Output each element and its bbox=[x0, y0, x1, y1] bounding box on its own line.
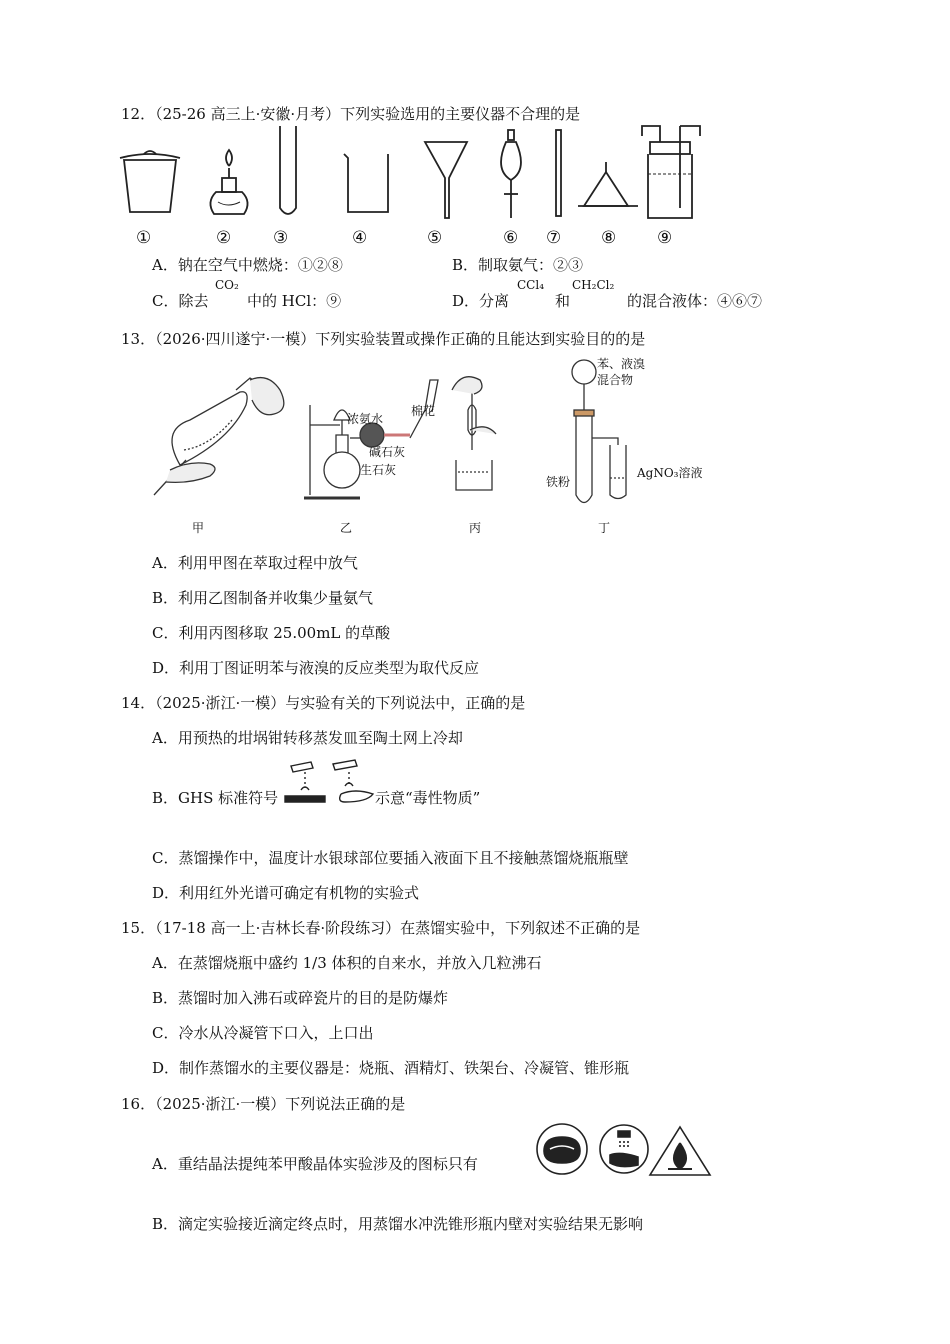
crucible-icon bbox=[120, 151, 180, 212]
q13-ding-label-c: 铁粉 bbox=[546, 475, 571, 489]
wash-hands-icon bbox=[600, 1125, 648, 1173]
q13-yi-label-b: 棉花 bbox=[411, 404, 436, 418]
separatory-funnel-icon bbox=[501, 130, 521, 218]
q13-fig-bing: 丙 bbox=[469, 521, 482, 535]
funnel-icon bbox=[425, 142, 467, 218]
q14-option-d: D．利用红外光谱可确定有机物的实验式 bbox=[152, 884, 420, 902]
q12-option-c-formula: CO₂ bbox=[215, 278, 239, 292]
q12-option-d-prefix: D．分离 bbox=[452, 292, 510, 310]
bing-pipette-icon bbox=[452, 377, 496, 490]
q12-label-3: ③ bbox=[273, 228, 289, 248]
q12-label-9: ⑨ bbox=[657, 228, 673, 248]
q15-stem: 15．（17-18 高一上·吉林长春·阶段练习）在蒸馏实验中，下列叙述不正确的是 bbox=[121, 919, 641, 937]
q13-fig-yi: 乙 bbox=[340, 521, 353, 535]
q12-label-8: ⑧ bbox=[601, 228, 617, 248]
q13-stem: 13．（2026·四川遂宁·一模）下列实验装置或操作正确的且能达到实验目的的是 bbox=[121, 330, 646, 348]
ghs-corrosive-icon bbox=[283, 758, 375, 806]
q13-yi-label-d: 生石灰 bbox=[360, 463, 397, 477]
q14-option-c: C．蒸馏操作中，温度计水银球部位要插入液面下且不接触蒸馏烧瓶瓶壁 bbox=[152, 849, 629, 867]
q12-label-6: ⑥ bbox=[503, 228, 519, 248]
q12-label-1: ① bbox=[136, 228, 152, 248]
jia-funnel-icon bbox=[154, 378, 284, 495]
q13-ding-label-b: 混合物 bbox=[597, 373, 634, 387]
q12-apparatus-figure bbox=[118, 122, 708, 222]
yi-apparatus-icon bbox=[304, 380, 438, 498]
q13-ding-label-d: AgNO₃溶液 bbox=[637, 466, 703, 480]
q16-safety-icons bbox=[534, 1123, 714, 1177]
beaker-icon bbox=[344, 154, 388, 212]
q13-fig-jia: 甲 bbox=[192, 521, 205, 535]
q14-option-a: A．用预热的坩埚钳转移蒸发皿至陶土网上冷却 bbox=[152, 729, 463, 747]
q13-option-b: B．利用乙图制备并收集少量氨气 bbox=[152, 589, 374, 607]
q12-option-c-suffix: 中的 HCl：⑨ bbox=[247, 292, 342, 310]
q12-label-7: ⑦ bbox=[546, 228, 562, 248]
q12-option-d-formula1: CCl₄ bbox=[517, 278, 545, 292]
q14-stem: 14．（2025·浙江·一模）与实验有关的下列说法中，正确的是 bbox=[121, 694, 526, 712]
q15-option-b: B．蒸馏时加入沸石或碎瓷片的目的是防爆炸 bbox=[152, 989, 449, 1007]
q13-yi-label-a: 浓氨水 bbox=[347, 412, 384, 426]
gas-washing-bottle-icon bbox=[642, 126, 700, 218]
q12-label-4: ④ bbox=[352, 228, 368, 248]
q12-option-b: B．制取氨气：②③ bbox=[452, 256, 584, 274]
q14-option-b-prefix: B．GHS 标准符号 bbox=[152, 789, 279, 807]
q15-option-d: D．制作蒸馏水的主要仪器是：烧瓶、酒精灯、铁架台、冷凝管、锥形瓶 bbox=[152, 1059, 630, 1077]
q12-option-d-suffix: 的混合液体：④⑥⑦ bbox=[627, 292, 763, 310]
q16-stem: 16．（2025·浙江·一模）下列说法正确的是 bbox=[121, 1095, 406, 1113]
q12-option-d-and: 和 bbox=[555, 292, 571, 310]
q16-option-b: B．滴定实验接近滴定终点时，用蒸馏水冲洗锥形瓶内壁对实验结果无影响 bbox=[152, 1215, 644, 1233]
q13-ding-label-a: 苯、液溴 bbox=[597, 357, 646, 371]
q15-option-a: A．在蒸馏烧瓶中盛约 1/3 体积的自来水，并放入几粒沸石 bbox=[152, 954, 542, 972]
q13-option-a: A．利用甲图在萃取过程中放气 bbox=[152, 554, 358, 572]
q13-yi-label-c: 碱石灰 bbox=[369, 445, 406, 459]
q14-option-b-suffix: 示意“毒性物质” bbox=[375, 789, 481, 807]
test-tube-icon bbox=[280, 126, 296, 214]
flammable-icon bbox=[650, 1127, 710, 1175]
q12-label-2: ② bbox=[216, 228, 232, 248]
q12-option-a: A．钠在空气中燃烧：①②⑧ bbox=[152, 256, 343, 274]
q13-option-c: C．利用丙图移取 25.00mL 的草酸 bbox=[152, 624, 391, 642]
hot-surface-icon bbox=[537, 1124, 587, 1174]
q16-option-a: A．重结晶法提纯苯甲酸晶体实验涉及的图标只有 bbox=[152, 1155, 478, 1173]
q12-option-d-formula2: CH₂Cl₂ bbox=[572, 278, 615, 292]
q13-fig-ding: 丁 bbox=[598, 521, 611, 535]
q15-option-c: C．冷水从冷凝管下口入，上口出 bbox=[152, 1024, 374, 1042]
q13-option-d: D．利用丁图证明苯与液溴的反应类型为取代反应 bbox=[152, 659, 480, 677]
q12-label-5: ⑤ bbox=[427, 228, 443, 248]
glass-rod-icon bbox=[556, 130, 561, 216]
q12-stem: 12．（25-26 高三上·安徽·月考）下列实验选用的主要仪器不合理的是 bbox=[121, 105, 581, 123]
q12-option-c-prefix: C．除去 bbox=[152, 292, 209, 310]
clay-triangle-icon bbox=[578, 162, 638, 206]
alcohol-lamp-icon bbox=[210, 150, 247, 214]
